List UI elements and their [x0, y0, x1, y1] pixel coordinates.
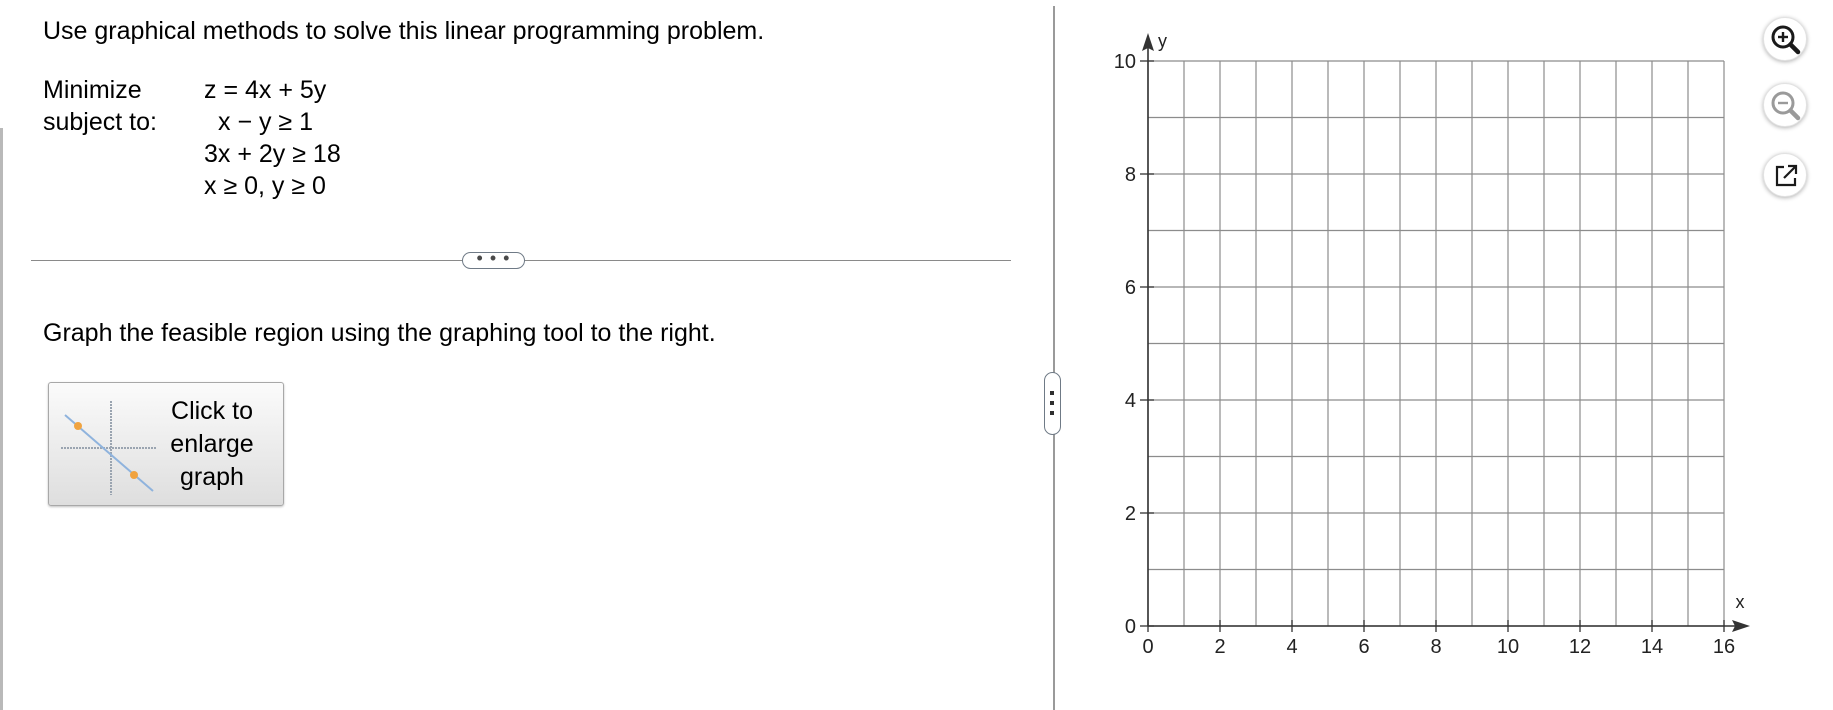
zoom-in-button[interactable] — [1763, 17, 1807, 61]
graphing-tool[interactable] — [1090, 18, 1750, 658]
zoom-out-icon — [1764, 84, 1808, 128]
pane-divider — [1053, 6, 1055, 710]
zoom-out-button[interactable] — [1763, 83, 1807, 127]
y-tick-label: 2 — [1124, 503, 1136, 525]
zoom-in-icon — [1764, 18, 1808, 62]
y-axis-label: y — [1158, 31, 1167, 51]
enlarge-graph-label: Click to enlarge graph — [170, 397, 254, 491]
popout-button[interactable] — [1763, 153, 1807, 197]
x-tick-label: 8 — [1430, 636, 1442, 658]
constraint-3: x ≥ 0, y ≥ 0 — [204, 172, 326, 200]
y-tick-label: 10 — [1113, 51, 1136, 73]
problem-title: Use graphical methods to solve this linear programming problem. — [43, 17, 765, 45]
constraint-1: x − y ≥ 1 — [218, 108, 314, 136]
constraints-label: subject to: — [43, 108, 157, 136]
pane-resize-handle[interactable] — [1044, 372, 1061, 435]
x-axis-label: x — [1735, 592, 1745, 612]
x-tick-label: 2 — [1214, 636, 1226, 658]
x-tick-label: 10 — [1496, 636, 1520, 658]
x-tick-label: 6 — [1358, 636, 1370, 658]
x-tick-label: 16 — [1712, 636, 1736, 658]
graph-thumbnail-icon — [61, 393, 161, 497]
objective-function: z = 4x + 5y — [204, 76, 327, 104]
constraint-2: 3x + 2y ≥ 18 — [204, 140, 341, 168]
popout-icon — [1764, 154, 1808, 198]
y-tick-label: 6 — [1124, 277, 1136, 299]
objective-label: Minimize — [43, 76, 142, 104]
y-tick-label: 4 — [1124, 390, 1136, 412]
x-tick-label: 14 — [1640, 636, 1664, 658]
y-tick-label: 0 — [1124, 616, 1136, 638]
x-tick-label: 0 — [1142, 636, 1154, 658]
x-tick-label: 4 — [1286, 636, 1298, 658]
x-tick-label: 12 — [1568, 636, 1592, 658]
instructions-text: Graph the feasible region using the graphing tool to the right. — [43, 319, 716, 347]
y-tick-label: 8 — [1124, 164, 1136, 186]
expand-more-button[interactable]: • • • — [462, 252, 525, 269]
enlarge-graph-button[interactable] — [48, 382, 284, 506]
